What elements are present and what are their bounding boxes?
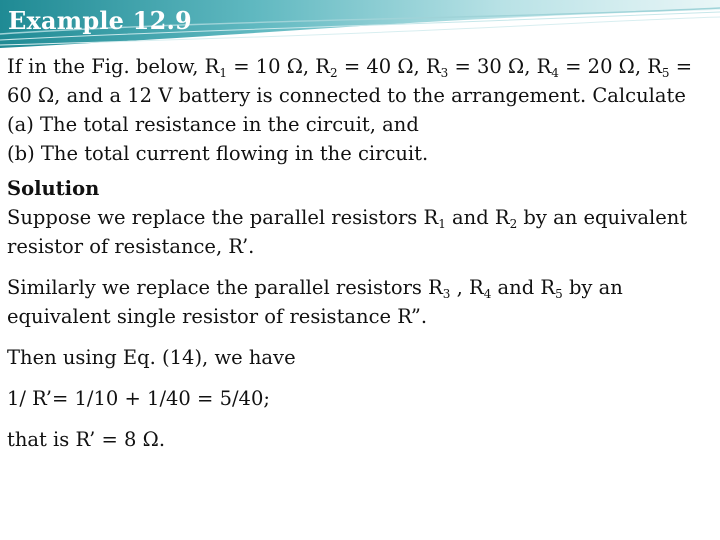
question-b: (b) The total current flowing in the circuit. xyxy=(7,142,429,165)
equation-1: 1/ R’= 1/10 + 1/40 = 5/40; xyxy=(7,387,270,410)
solution-paragraph-2: Similarly we replace the parallel resistors $R_3$ , $R_4$ and $R_5$ by an xyxy=(7,276,623,301)
equation-2: that is R’ = 8 Ω. xyxy=(7,428,166,451)
problem-line-1: If in the Fig. below, $R_1 = 10$ Ω, $R_2 = 40$ Ω, $R_3 = 30$ Ω, $R_4 = 20$ Ω, $R_5$ = xyxy=(7,55,693,80)
solution-paragraph-2-line-2: equivalent single resistor of resistance R”. xyxy=(7,305,428,328)
solution-paragraph-1-line-2: resistor of resistance, R’. xyxy=(7,235,255,258)
question-a: (a) The total resistance in the circuit, and xyxy=(7,113,419,136)
slide-body xyxy=(7,52,715,454)
slide-title: Example 12.9 xyxy=(8,6,192,34)
solution-heading: Solution xyxy=(7,177,100,200)
solution-paragraph-1: Suppose we replace the parallel resistors $R_1$ and $R_2$ by an equivalent xyxy=(7,206,688,231)
problem-line-2: 60 Ω, and a 12 V battery is connected to the arrangement. Calculate xyxy=(7,84,686,107)
solution-paragraph-3: Then using Eq. (14), we have xyxy=(7,346,296,369)
